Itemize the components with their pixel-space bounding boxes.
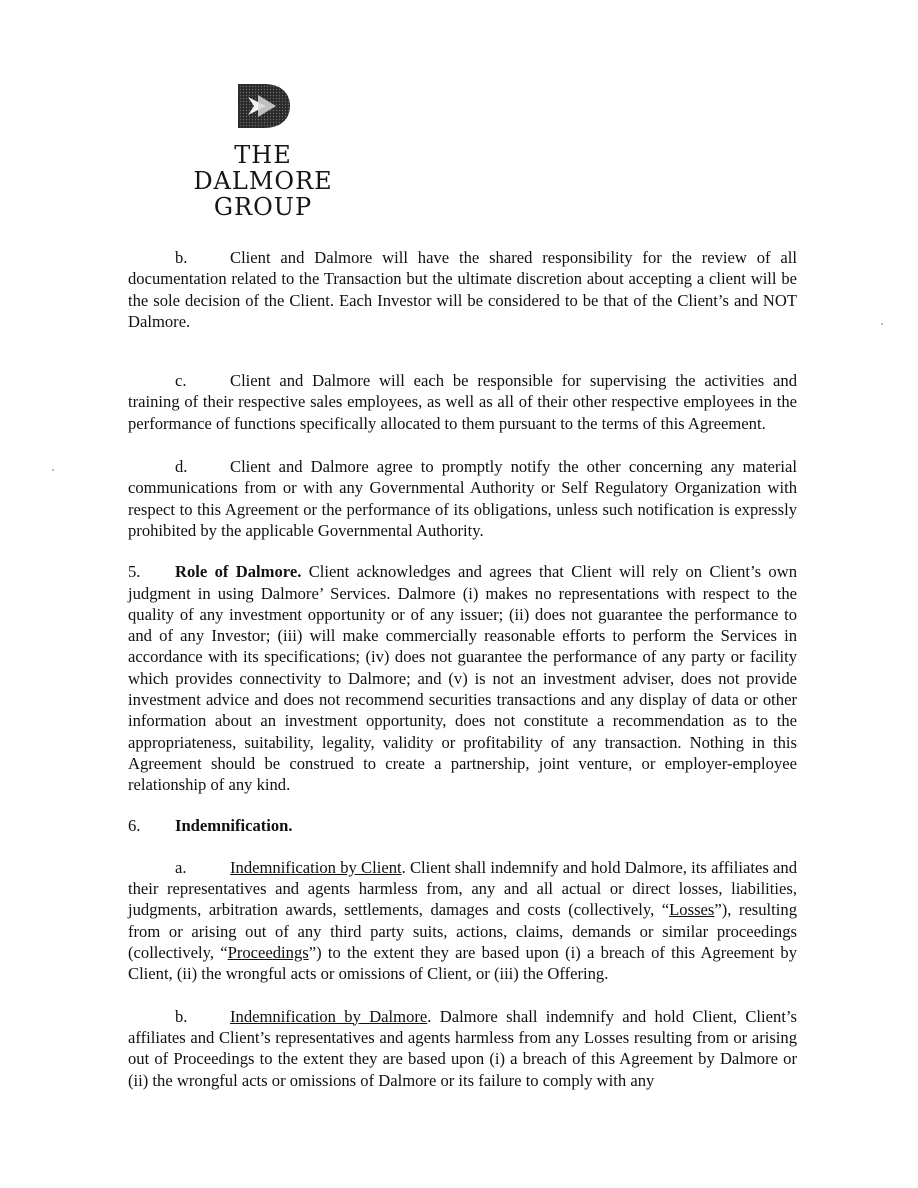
logo-line-group: GROUP [213, 193, 313, 221]
defined-term-losses: Losses [669, 900, 715, 920]
section-5-role-of-dalmore [128, 561, 797, 795]
subsection-title: Indemnification by Dalmore [230, 1006, 428, 1026]
paragraph-text: . Client shall indemnify and hold Dalmore, its affiliates and their representatives and agents harmless from, any and all actual or direct losses, liabilities, judgments, arbitration awards, settlements, damages and costs (collectively, “ [128, 857, 797, 920]
paragraph-text: ”), resulting from or arising out of any third party suits, actions, claims, demands or similar proceedings (collectively, “ [128, 900, 797, 963]
subsection-title: Indemnification by Client [230, 857, 402, 877]
paragraph-text: Client and Dalmore agree to promptly notify the other concerning any material communications from or with any Governmental Authority or Self Regulatory Organization with respect to this Agreement or the performance of its obligations, unless such notification is expressly prohibited by the applicable Governmental Authority. [128, 457, 797, 540]
section-number: 5. [128, 562, 141, 582]
paragraph-6b [128, 1006, 797, 1091]
paragraph-text: Client and Dalmore will have the shared responsibility for the review of all documentation related to the Transaction but the ultimate discretion about accepting a client will be the sole decision of the Client. Each Investor will be considered to be that of the Client’s and NOT Dalmore. [128, 248, 797, 331]
paragraph-text: ”) to the extent they are based upon (i) a breach of this Agreement by Client, (ii) the wrongful acts or omissions of Client, or (iii) the Offering. [128, 943, 797, 984]
section-number: 6. [128, 815, 141, 835]
scan-speck [881, 323, 883, 325]
logo-line-dalmore: DALMORE [193, 167, 333, 195]
paragraph-label: b. [175, 1006, 188, 1026]
defined-term-proceedings: Proceedings [227, 943, 309, 963]
logo-line-the: THE [234, 141, 292, 169]
paragraph-6a [128, 857, 797, 985]
paragraph-4c [128, 370, 797, 434]
dalmore-logo [180, 82, 346, 220]
paragraph-text: Client and Dalmore will each be responsible for supervising the activities and training of their respective sales employees, as well as all of their other respective employees in the performance of functions specifically allocated to them pursuant to the terms of this Agreement. [128, 371, 797, 433]
scan-speck [52, 469, 54, 471]
paragraph-text: . Dalmore shall indemnify and hold Client, Client’s affiliates and Client’s representatives and agents harmless from any Losses resulting from or arising out of Proceedings to the extent they are based upon (i) a breach of this Agreement by Dalmore or (ii) the wrongful acts or omissions of Dalmore or its failure to comply with any [128, 1006, 797, 1090]
section-6-heading [128, 815, 797, 836]
paragraph-label: d. [175, 457, 188, 477]
dalmore-d-logo-icon [236, 82, 292, 130]
paragraph-label: a. [175, 857, 187, 877]
paragraph-label: c. [175, 371, 187, 391]
section-heading: Role of Dalmore. [175, 562, 302, 582]
paragraph-4b [128, 247, 797, 332]
paragraph-4d [128, 456, 797, 541]
section-heading: Indemnification. [175, 815, 293, 835]
document-body [128, 247, 797, 1091]
paragraph-text: Client acknowledges and agrees that Client will rely on Client’s own judgment in using Dalmore’ Services. Dalmore (i) makes no representations with respect to the quality of any investment opportunity or of any issuer; (ii) does not guarantee the performance to and of any Investor; (iii) will make commercially reasonable efforts to perform the Services in accordance with its specifications; (iv) does not guarantee the performance of any party or facility which provides connectivity to Dalmore; and (v) is not an investment adviser, does not provide investment advice and does not recommend securities transactions and any display of data or other information about an investment opportunity, does not constitute a recommendation as to the appropriateness, suitability, legality, validity or profitability of any transaction. Nothing in this Agreement should be construed to create a partnership, joint venture, or employer-employee relationship of any kind. [128, 562, 797, 795]
paragraph-label: b. [175, 248, 188, 267]
